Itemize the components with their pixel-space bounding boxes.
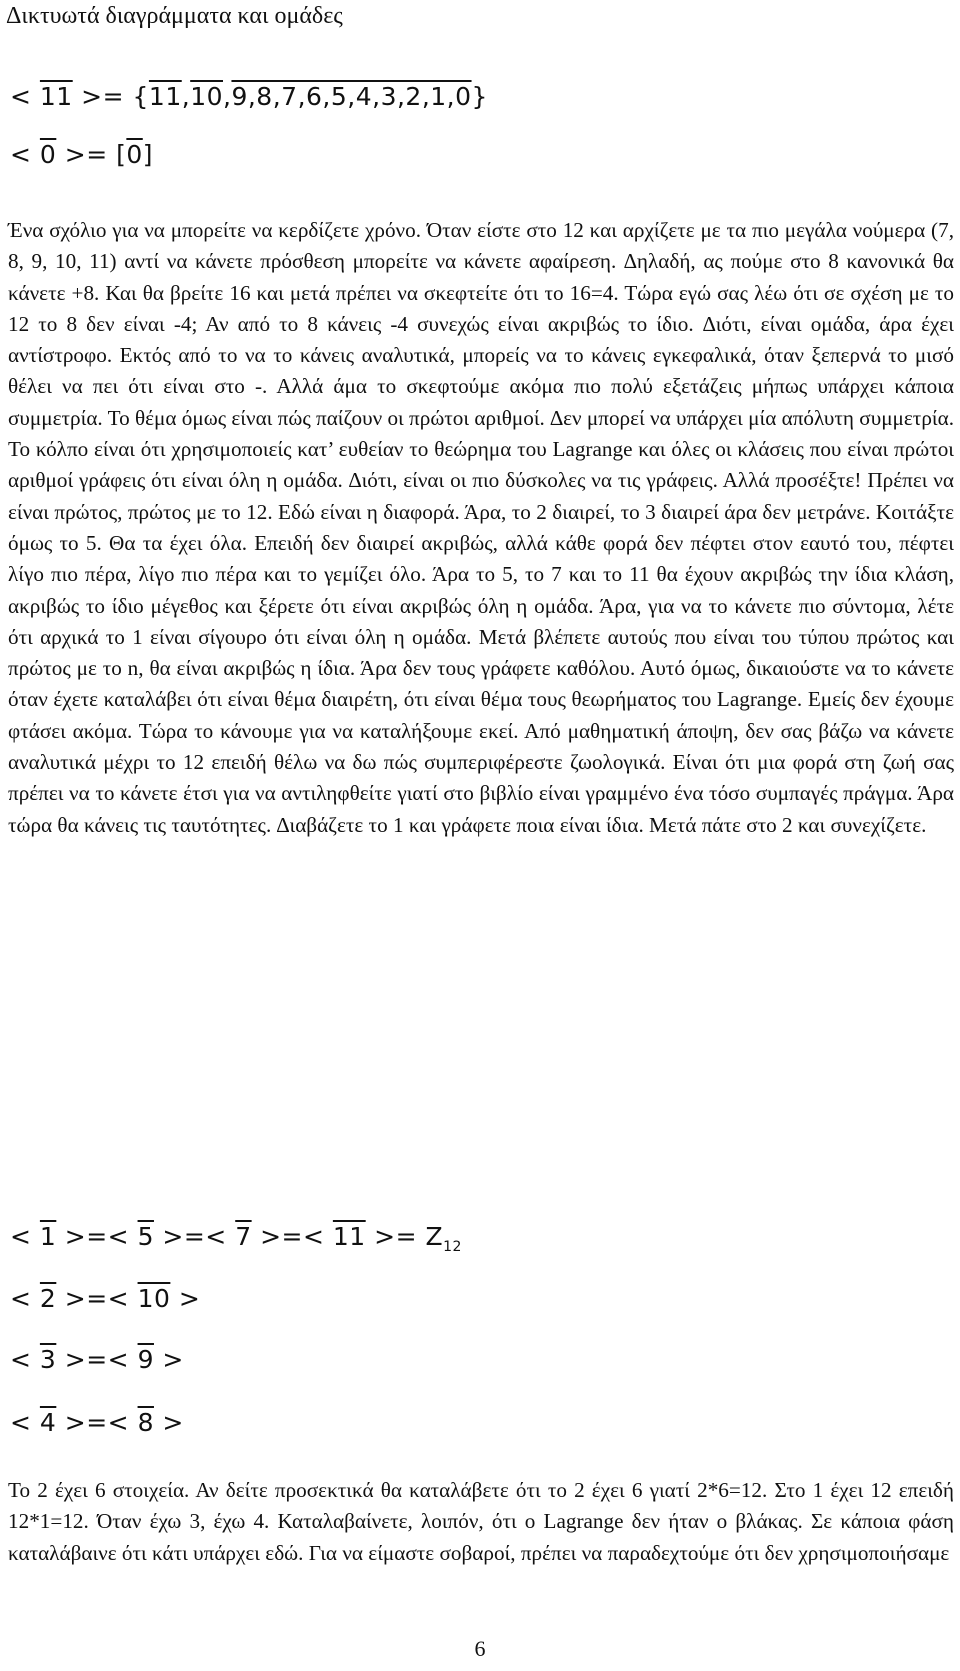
formula-subgroup-4: < 4 >=< 8 > <box>10 1408 184 1437</box>
page-number: 6 <box>474 1636 486 1661</box>
formula-cyclic-group-0: < 0 >= [0] <box>10 140 154 169</box>
body-paragraph-2: Το 2 έχει 6 στοιχεία. Αν δείτε προσεκτικά θα καταλάβετε ότι το 2 έχει 6 γιατί 2*6=12. Στο 1 έχει 12 επειδή 12*1=12. Όταν έχω 3, έχω 4. Καταλαβαίνετε, λοιπόν, ότι ο Lagrange δεν ήταν ο βλάκας. Σε κάποια φάση καταλάβαινε ότι κάτι υπάρχει εδώ. Για να είμαστε σοβαροί, πρέπει να παραδεχτούμε ότι δεν χρησιμοποιήσαμε <box>8 1478 954 1565</box>
formula-generators-z12: < 1 >=< 5 >=< 7 >=< $11 >= Z_{12}$ <box>10 1222 462 1255</box>
formula-cyclic-group-11: < 11 >= {11,10,9,8,7,6,5,4,3,2,1,0} <box>10 82 488 111</box>
page-header: Δικτυωτά διαγράμματα και ομάδες <box>6 3 343 29</box>
body-paragraph-1: Ένα σχόλιο για να μπορείτε να κερδίζετε χρόνο. Όταν είστε στο 12 και αρχίζετε με τα πιο μεγάλα νούμερα (7, 8, 9, 10, 11) αντί να κάνετε πρόσθεση μπορείτε να κάνετε αφαίρεση. ∆ηλαδή, ας πούμε στο 8 κανονικά θα κάνετε +8. Και θα βρείτε 16 και μετά πρέπει να σκεφτείτε ότι το 16=4. Τώρα εγώ σας λέω ότι σε σχέση με το 12 το 8 δεν είναι -4; Αν από το 8 κάνεις -4 συνεχώς είναι ακριβώς το ίδιο. ∆ιότι, είναι ομάδα, άρα έχει αντίστροφο. Εκτός από το να το κάνεις αναλυτικά, μπορείς να το κάνεις εγκεφαλικά, όταν ξεπερνά το μισό θέλει να πει ότι είναι στο -. Αλλά άμα το σκεφτούμε ακόμα πιο πολύ εξετάζεις μήπως υπάρχει κάποια συμμετρία. Το θέμα όμως είναι πώς παίζουν οι πρώτοι αριθμοί. ∆εν μπορεί να υπάρχει μία απόλυτη συμμετρία. Το κόλπο είναι ότι χρησιμοποιείς κατ’ ευθείαν το θεώρημα του Lagrange και όλες οι κλάσεις που είναι πρώτοι αριθμοί γράφεις ότι είναι όλη η ομάδα. ∆ιότι, είναι οι πιο δύσκολες να τις γράφεις. Αλλά προσέξτε! Πρέπει να είναι πρώτος, πρώτος με το 12. Εδώ είναι η διαφορά. Άρα, το 2 διαιρεί, το 3 διαιρεί άρα δεν μετράνε. Κοιτάξτε όμως το 5. Θα τα έχει όλα. Επειδή δεν διαιρεί ακριβώς, αλλά κάθε φορά δεν πέφτει στον εαυτό του, πέφτει λίγο πιο πέρα, λίγο πιο πέρα και το γεμίζει όλο. Άρα το 5, το 7 και το 11 θα έχουν ακριβώς την ίδια κλάση, ακριβώς το ίδιο μέγεθος και ξέρετε ότι είναι ακριβώς όλη η ομάδα. Άρα, για να το κάνετε πιο σύντομα, λέτε ότι αρχικά το 1 είναι σίγουρο ότι είναι όλη η ομάδα. Μετά βλέπετε αυτούς που είναι του τύπου πρώτος και πρώτος με το n, θα είναι ακριβώς η ίδια. Άρα δεν τους γράφετε καθόλου. Αυτό όμως, δικαιούστε να το κάνετε όταν έχετε καταλάβει ότι είναι θέμα διαιρέτη, ότι είναι θέμα τους θεωρήματος του Lagrange. Εμείς δεν έχουμε φτάσει ακόμα. Τώρα το κάνουμε για να καταλήξουμε εκεί. Από μαθηματική άποψη, δεν σας βάζω να κάνετε αναλυτικά μέχρι το 12 επειδή θέλω να δω πώς συμπεριφέρεστε ζωολογικά. Είναι ότι μια φορά στη ζωή σας πρέπει να το κάνετε έτσι για να αντιληφθείτε γιατί στο βιβλίο είναι γραμμένο ένα τόσο συμπαγές πράγμα. Άρα τώρα θα κάνεις τις ταυτότητες. ∆ιαβάζετε το 1 και γράφετε ποια είναι ίδια. Μετά πάτε στο 2 και συνεχίζετε. <box>8 218 954 837</box>
formula-subgroup-2: < 2 >=< 10 > <box>10 1284 201 1313</box>
formula-subgroup-3: < 3 >=< 9 > <box>10 1345 184 1374</box>
